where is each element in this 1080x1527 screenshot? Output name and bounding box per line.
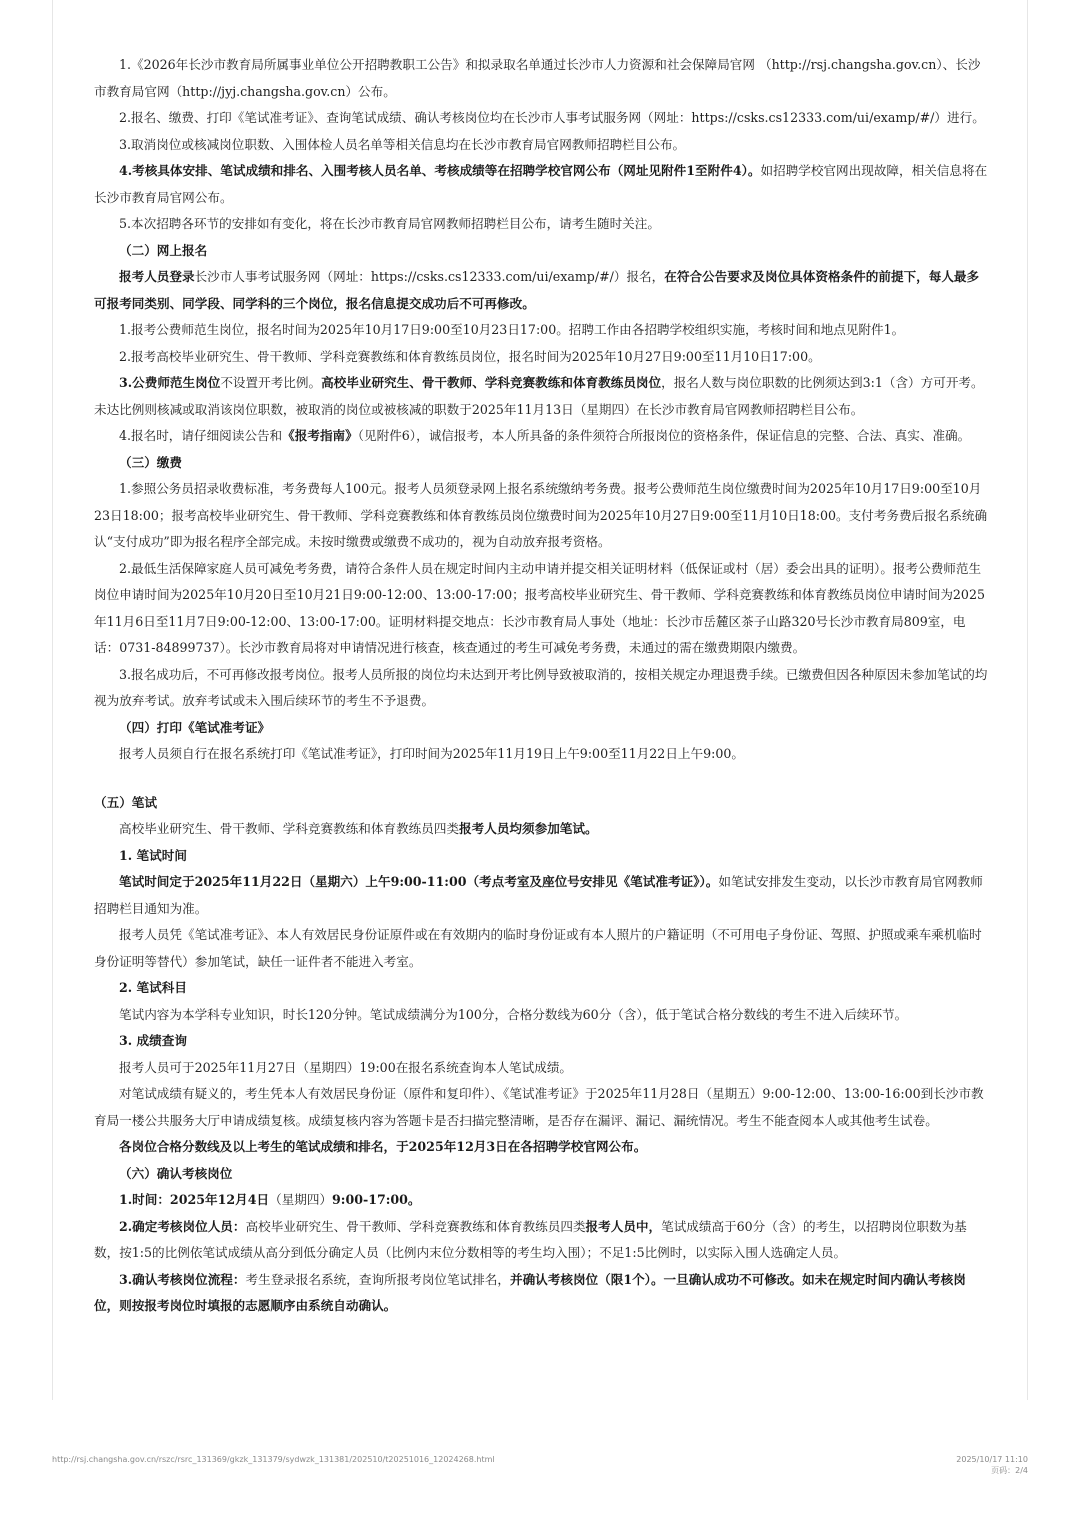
- bold-text: 并确认考核岗位（限1个）。一旦确认成功不可修改。如未在规定时间内确认考核岗位，则按报考岗位时填报的志愿顺序由系统自动确认。: [94, 1271, 966, 1313]
- paragraph: [94, 211, 990, 238]
- paragraph: [94, 1161, 990, 1188]
- paragraph: [94, 450, 990, 477]
- text: 3.取消岗位或核减岗位职数、入围体检人员名单等相关信息均在长沙市教育局官网教师招聘栏目公布。: [119, 136, 686, 152]
- text: 2.报名、缴费、打印《笔试准考证》、查询笔试成绩、确认考核岗位均在长沙市人事考试服务网（网址：https://csks.cs12333.com/ui/examp/#/）进行。: [119, 110, 985, 125]
- bold-text: 各岗位合格分数线及以上考生的笔试成绩和排名，于2025年12月3日在各招聘学校官网公布。: [119, 1139, 647, 1154]
- text: 5.本次招聘各环节的安排如有变化，将在长沙市教育局官网教师招聘栏目公布，请考生随时关注。: [119, 216, 660, 231]
- paragraph: [94, 344, 990, 371]
- paragraph: [94, 1187, 990, 1214]
- bold-text: （二）网上报名: [119, 242, 208, 258]
- footer-meta: [956, 1454, 1028, 1476]
- text: 2.报考高校毕业研究生、骨干教师、学科竞赛教练和体育教练员岗位，报名时间为2025年10月27日9:00至11月10日17:00。: [119, 348, 821, 364]
- paragraph: [94, 1214, 990, 1267]
- paragraph: [94, 662, 990, 715]
- text: 报考人员可于2025年11月27日（星期四）19:00在报名系统查询本人笔试成绩。: [119, 1059, 573, 1075]
- bold-text: 报考人员登录: [119, 269, 195, 284]
- bold-text: 3.公费师范生岗位: [119, 375, 221, 390]
- text: 高校毕业研究生、骨干教师、学科竞赛教练和体育教练员四类: [119, 821, 460, 836]
- paragraph: [94, 476, 990, 556]
- text: 如招聘学校官网出现故障，相关信息将在长沙市教育局官网公布。: [94, 163, 988, 205]
- bold-text: 《报考指南》: [282, 428, 358, 443]
- paragraph: [94, 843, 990, 870]
- bold-text: （五）笔试: [94, 794, 157, 810]
- paragraph: [94, 264, 990, 317]
- bold-text: 报考人员均须参加笔试。: [459, 821, 598, 836]
- paragraph: [94, 790, 990, 817]
- text: 笔试成绩高于60分（含）的考生，以招聘岗位职数为基数，按1:5的比例依笔试成绩从高分到低分确定人员（比例内末位分数相等的考生均入围）；不足1:5比例时，以实际入围人选确定人员。: [94, 1218, 967, 1260]
- paragraph: [94, 1002, 990, 1029]
- paragraph: [94, 1134, 990, 1161]
- paragraph: [94, 1028, 990, 1055]
- paragraph: [94, 1267, 990, 1320]
- text: 对笔试成绩有疑义的，考生凭本人有效居民身份证（原件和复印件）、《笔试准考证》于2025年11月28日（星期五）9:00-12:00、13:00-16:00到长沙市教育局一楼公共服务大厅申请成绩复核。成绩复核内容为答题卡是否扫描完整清晰，是否存在漏评、漏记、漏统情况。考生不能查阅本人或其他考生试卷。: [94, 1086, 984, 1128]
- paragraph: [94, 816, 990, 843]
- text: 1.《2026年长沙市教育局所属事业单位公开招聘教职工公告》和拟录取名单通过长沙市人力资源和社会保障局官网 （http://rsj.changsha.gov.cn）、长沙市教育局官网（http://jyj.changsha.gov.cn）公布。: [94, 57, 981, 99]
- paragraph: [94, 52, 990, 105]
- text: 报考人员须自行在报名系统打印《笔试准考证》，打印时间为2025年11月19日上午9:00至11月22日上午9:00。: [119, 746, 744, 761]
- paragraph: [94, 158, 990, 211]
- paragraph: [94, 869, 990, 922]
- paragraph: [94, 132, 990, 159]
- text: （见附件6），诚信报考，本人所具备的条件须符合所报岗位的资格条件，保证信息的完整、合法、真实、准确。: [357, 428, 971, 443]
- paragraph: [94, 922, 990, 975]
- document-body: [94, 52, 990, 1320]
- text: ，报名人数与岗位职数的比例须达到3:1（含）方可开考。未达比例则核减或取消该岗位职数，被取消的岗位或被核减的职数于2025年11月13日（星期四）在长沙市教育局官网教师招聘栏目公布。: [94, 375, 984, 417]
- bold-text: 报考人员中，: [585, 1218, 662, 1234]
- bold-text: （四）打印《笔试准考证》: [119, 719, 271, 735]
- paragraph: [94, 1081, 990, 1134]
- bold-text: 2.确定考核岗位人员：: [119, 1218, 246, 1234]
- text: 报考人员凭《笔试准考证》、本人有效居民身份证原件或在有效期内的临时身份证或有本人照片的户籍证明（不可用电子身份证、驾照、护照或乘车乘机临时身份证明等替代）参加笔试，缺任一证件者不能进入考室。: [94, 927, 982, 969]
- paragraph: [94, 105, 990, 132]
- bold-text: （三）缴费: [119, 454, 182, 470]
- text: 1.参照公务员招录收费标准，考务费每人100元。报考人员须登录网上报名系统缴纳考务费。报考公费师范生岗位缴费时间为2025年10月17日9:00至10月23日18:00；报考高校毕业研究生、骨干教师、学科竞赛教练和体育教练员岗位缴费时间为2025年10月27日9:00至11月10日18:00。支付考务费后报名系统确认“支付成功”即为报名程序全部完成。未按时缴费或缴费不成功的，视为自动放弃报考资格。: [94, 481, 988, 549]
- paragraph: [94, 715, 990, 742]
- bold-text: 1. 笔试时间: [119, 847, 187, 863]
- text: 3.报名成功后，不可再修改报考岗位。报考人员所报的岗位均未达到开考比例导致被取消的，按相关规定办理退费手续。已缴费但因各种原因未参加笔试的均视为放弃考试。放弃考试或未入围后续环节的考生不予退费。: [94, 666, 988, 708]
- bold-text: （六）确认考核岗位: [119, 1165, 233, 1181]
- text: 不设置开考比例。: [220, 375, 322, 390]
- bold-text: 4.考核具体安排、笔试成绩和排名、入围考核人员名单、考核成绩等在招聘学校官网公布（网址见附件1至附件4）。: [119, 163, 761, 178]
- text: 2.最低生活保障家庭人员可减免考务费，请符合条件人员在规定时间内主动申请并提交相关证明材料（低保证或村（居）委会出具的证明）。报考公费师范生岗位申请时间为2025年10月20日至10月21日9:00-12:00、13:00-17:00；报考高校毕业研究生、骨干教师、学科竞赛教练和体育教练员岗位申请时间为2025年11月6日至11月7日9:00-12:00、13:00-17:00。证明材料提交地点：长沙市教育局人事处（地址：长沙市岳麓区茶子山路320号长沙市教育局809室，电话：0731-84899737）。长沙市教育局将对申请情况进行核查，核查通过的考生可减免考务费，未通过的需在缴费期限内缴费。: [94, 560, 985, 655]
- bold-text: 3. 成绩查询: [119, 1033, 187, 1048]
- bold-text: 高校毕业研究生、骨干教师、学科竞赛教练和体育教练员岗位: [321, 375, 662, 390]
- paragraph: [94, 1055, 990, 1082]
- paragraph: [94, 741, 990, 768]
- text: 长沙市人事考试服务网（网址：https://csks.cs12333.com/ui/examp/#/）报名，: [194, 269, 665, 284]
- text: 1.报考公费师范生岗位，报名时间为2025年10月17日9:00至10月23日17:00。招聘工作由各招聘学校组织实施，考核时间和地点见附件1。: [119, 322, 905, 337]
- text: 如笔试安排发生变动，以长沙市教育局官网教师招聘栏目通知为准。: [94, 874, 983, 916]
- paragraph: [94, 317, 990, 344]
- paragraph: [94, 975, 990, 1002]
- bold-text: 在符合公告要求及岗位具体资格条件的前提下，每人最多可报考同类别、同学段、同学科的三个岗位，报名信息提交成功后不可再修改。: [94, 269, 980, 311]
- paragraph: [94, 370, 990, 423]
- text: 高校毕业研究生、骨干教师、学科竞赛教练和体育教练员四类: [245, 1218, 586, 1234]
- paragraph: [94, 238, 990, 265]
- bold-text: 1.时间：2025年12月4日: [119, 1192, 270, 1207]
- bold-text: 笔试时间定于2025年11月22日（星期六）上午9:00-11:00（考点考室及座位号安排见《笔试准考证》）。: [119, 874, 719, 889]
- footer-url: http://rsj.changsha.gov.cn/rszc/rsrc_131369/gkzk_131379/sydwzk_131381/202510/t20251016_12024268.html: [52, 1455, 495, 1464]
- paragraph: [94, 556, 990, 662]
- bold-text: 2. 笔试科目: [119, 980, 187, 995]
- footer-page-number: 页码：2/4: [991, 1466, 1028, 1475]
- bold-text: 9:00-17:00。: [332, 1192, 421, 1207]
- paragraph: [94, 423, 990, 450]
- footer-datetime: 2025/10/17 11:10: [956, 1455, 1028, 1464]
- text: 笔试内容为本学科专业知识，时长120分钟。笔试成绩满分为100分，合格分数线为60分（含），低于笔试合格分数线的考生不进入后续环节。: [119, 1006, 908, 1022]
- text: 考生登录报名系统，查询所报考岗位笔试排名，: [245, 1271, 510, 1287]
- text: 4.报名时，请仔细阅读公告和: [119, 428, 283, 443]
- text: （星期四）: [269, 1192, 333, 1207]
- bold-text: 3.确认考核岗位流程：: [119, 1271, 246, 1287]
